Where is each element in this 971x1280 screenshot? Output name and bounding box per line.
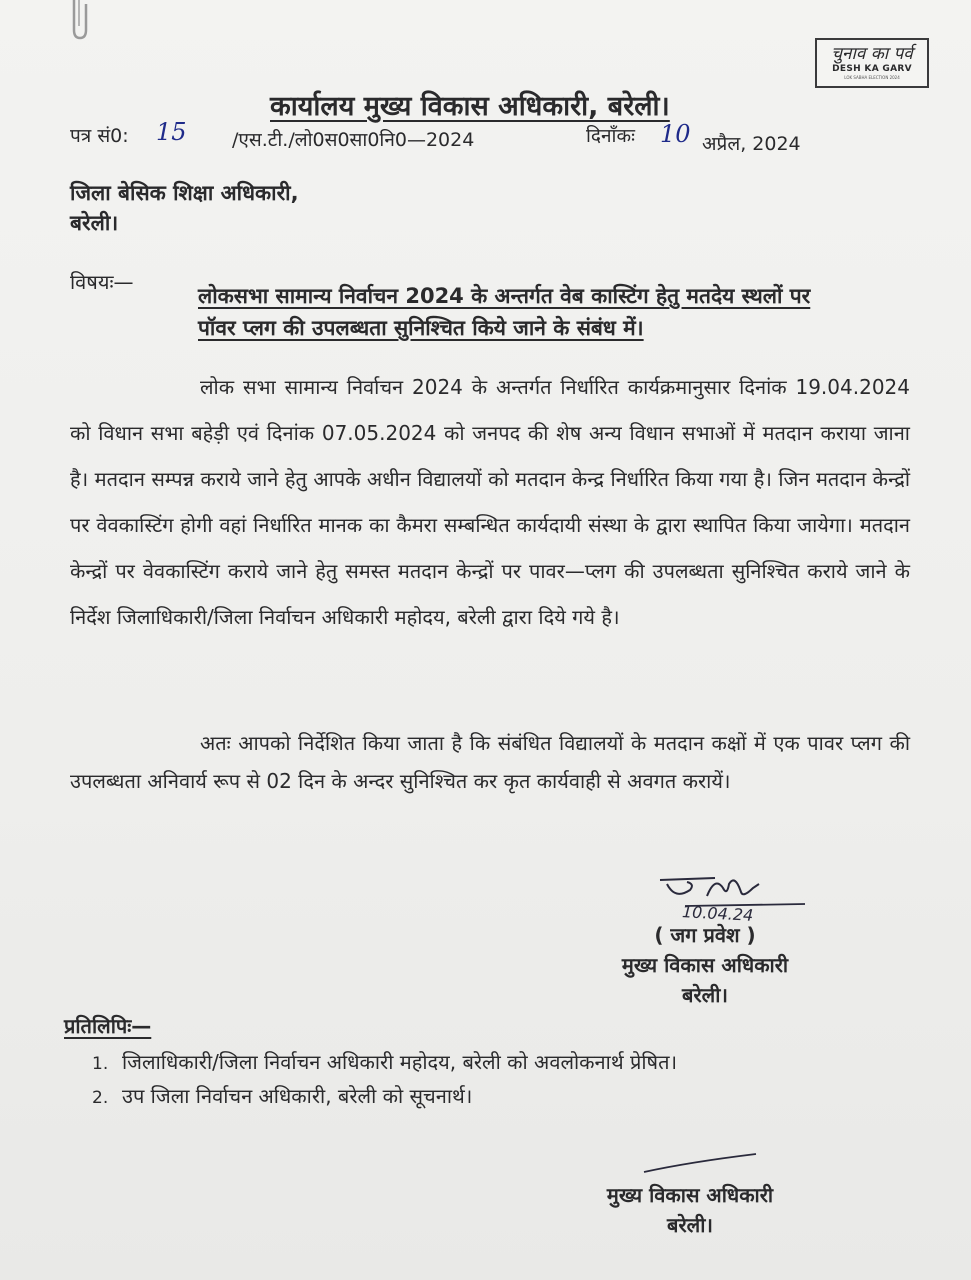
copy-label: प्रतिलिपिः— bbox=[64, 1014, 152, 1038]
signature-block-2 bbox=[585, 1180, 795, 1240]
addressee-line-2: बरेली। bbox=[70, 211, 119, 235]
copy-item-text: जिलाधिकारी/जिला निर्वाचन अधिकारी महोदय, बरेली को अवलोकनार्थ प्रेषित। bbox=[122, 1050, 678, 1074]
letter-number-label: पत्र सं0: bbox=[70, 125, 129, 147]
date-month-year: अप्रैल, 2024 bbox=[702, 133, 801, 155]
signatory-name: ( जग प्रवेश ) bbox=[654, 923, 756, 947]
date-label: दिनाँकः bbox=[586, 125, 635, 147]
office-title: कार्यालय मुख्य विकास अधिकारी, बरेली। bbox=[270, 91, 670, 122]
signatory-place: बरेली। bbox=[682, 983, 728, 1007]
logo-english-text: DESH KA GARV bbox=[832, 64, 912, 74]
signature-date: 10.04.24 bbox=[681, 902, 754, 925]
copy-list bbox=[92, 1046, 677, 1114]
logo-hindi-text: चुनाव का पर्व bbox=[831, 44, 913, 64]
copy-item-number: 2. bbox=[92, 1088, 109, 1108]
copy-item-number: 1. bbox=[92, 1054, 109, 1074]
copy-item-text: उप जिला निर्वाचन अधिकारी, बरेली को सूचनार्थ। bbox=[122, 1084, 473, 1108]
logo-subtext: LOK SABHA ELECTION 2024 bbox=[844, 75, 900, 80]
addressee-line-1: जिला बेसिक शिक्षा अधिकारी, bbox=[70, 181, 299, 205]
body-paragraph-1: लोक सभा सामान्य निर्वाचन 2024 के अन्तर्गत निर्धारित कार्यक्रमानुसार दिनांक 19.04.2024 को विधान सभा बहेड़ी एवं दिनांक 07.05.2024 को जनपद की शेष अन्य विधान सभाओं में मतदान कराया जाना है। मतदान सम्पन्न कराये जाने हेतु आपके अधीन विद्यालयों को मतदान केन्द्र निर्धारित किया गया है। जिन मतदान केन्द्रों पर वेवकास्टिंग होगी वहां निर्धारित मानक का कैमरा सम्बन्धित कार्यदायी संस्था के द्वारा स्थापित किया जायेगा। मतदान केन्द्रों पर वेवकास्टिंग कराये जाने हेतु समस्त मतदान केन्द्रों पर पावर—प्लग की उपलब्धता सुनिश्चित कराये जाने के निर्देश जिलाधिकारी/जिला निर्वाचन अधिकारी महोदय, बरेली द्वारा दिये गये है। bbox=[70, 375, 910, 629]
signature-stroke bbox=[640, 1150, 760, 1180]
copy-item bbox=[92, 1080, 677, 1114]
signatory-place-2: बरेली। bbox=[667, 1213, 713, 1237]
copy-item bbox=[92, 1046, 677, 1080]
reference-row bbox=[70, 118, 830, 155]
letter-number-value: 15 bbox=[156, 118, 187, 146]
election-logo bbox=[815, 38, 929, 88]
signatory-designation-2: मुख्य विकास अधिकारी bbox=[606, 1183, 774, 1207]
signatory-designation: मुख्य विकास अधिकारी bbox=[621, 953, 789, 977]
subject-text bbox=[198, 280, 928, 344]
signature-block bbox=[590, 920, 820, 1010]
subject-label: विषयः— bbox=[70, 270, 134, 294]
date-day: 10 bbox=[660, 120, 691, 148]
addressee-block bbox=[70, 178, 299, 238]
body-paragraph-2: अतः आपको निर्देशित किया जाता है कि संबंधित विद्यालयों के मतदान कक्षों में एक पावर प्लग की उपलब्धता अनिवार्य रूप से 02 दिन के अन्दर सुनिश्चित कर कृत कार्यवाही से अवगत करायें। bbox=[70, 731, 910, 793]
paper-clip-icon bbox=[66, 0, 92, 40]
subject-line-1: लोकसभा सामान्य निर्वाचन 2024 के अन्तर्गत वेब कास्टिंग हेतु मतदेय स्थलों पर bbox=[198, 284, 811, 308]
subject-line-2: पॉवर प्लग की उपलब्धता सुनिश्चित किये जाने के संबंध में। bbox=[198, 316, 644, 340]
reference-code: /एस.टी./लो0स0सा0नि0—2024 bbox=[232, 129, 475, 151]
